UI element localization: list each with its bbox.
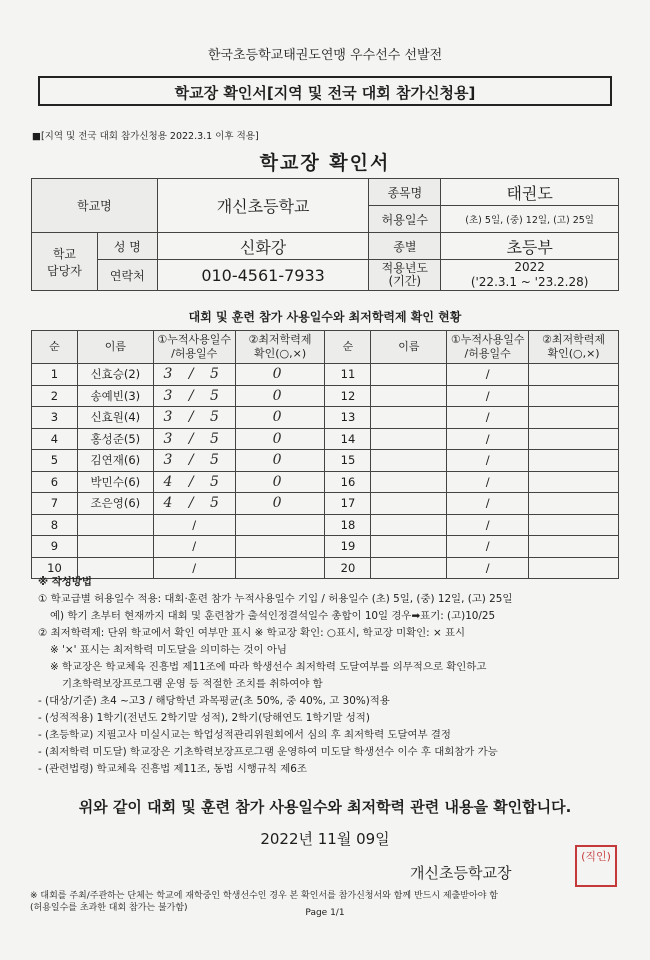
- row-name: 홍성준(5): [77, 428, 153, 450]
- table-row: [32, 514, 619, 536]
- row-days: /: [447, 557, 529, 579]
- row-days: /: [447, 536, 529, 558]
- row-check: [529, 364, 619, 386]
- row-check: 0: [235, 407, 325, 429]
- contact-value: 010-4561-7933: [157, 260, 369, 291]
- row-name: [77, 514, 153, 536]
- row-check: [529, 428, 619, 450]
- instructions: [38, 574, 628, 778]
- row-no: 14: [325, 428, 371, 450]
- table-row: [32, 407, 619, 429]
- table-row: [32, 493, 619, 515]
- row-name: 김연재(6): [77, 450, 153, 472]
- note-line: - (대상/기준) 초4 ~고3 / 해당학년 과목평균(초 50%, 중 40%, 고 30%)적용: [38, 695, 390, 707]
- col-no: 순: [32, 331, 78, 364]
- note-line: - (최저학력 미도달) 학교장은 기초학력보장프로그램 운영하여 미도달 학생선수 이수 후 대회참가 가능: [38, 746, 498, 758]
- name-value: 신화강: [157, 233, 369, 260]
- note-line: ※ 학교장은 학교체육 진흥법 제11조에 따라 학생선수 최저학력 도달여부를 의무적으로 확인하고: [50, 661, 487, 673]
- row-days: /: [153, 514, 235, 536]
- row-check: 0: [235, 493, 325, 515]
- row-check: [529, 385, 619, 407]
- row-no: 6: [32, 471, 78, 493]
- table-row: [32, 471, 619, 493]
- col-check: ②최저학력제 확인(○,×): [235, 331, 325, 364]
- table-row: [32, 364, 619, 386]
- row-no: 2: [32, 385, 78, 407]
- row-no: 13: [325, 407, 371, 429]
- confirmation-statement: 위와 같이 대회 및 훈련 참가 사용일수와 최저학력 관련 내용을 확인합니다.: [78, 798, 572, 816]
- row-days: /: [447, 493, 529, 515]
- note-line: ② 최저학력제: 단위 학교에서 확인 여부만 표시 ※ 학교장 확인: ○표시, 학교장 미확인: × 표시: [38, 627, 466, 639]
- row-name: 송예빈(3): [77, 385, 153, 407]
- note-line: - (초등학교) 지필고사 미실시교는 학업성적관리위원회에서 심의 후 최저학력 도달여부 결정: [38, 729, 451, 741]
- days-label: 허용일수: [369, 206, 441, 233]
- row-days: 3 / 5: [153, 385, 235, 407]
- row-no: 11: [325, 364, 371, 386]
- col-check-right: ②최저학력제 확인(○,×): [529, 331, 619, 364]
- row-check: [529, 493, 619, 515]
- row-no: 1: [32, 364, 78, 386]
- row-days: 4 / 5: [153, 493, 235, 515]
- row-days: /: [447, 471, 529, 493]
- note-line: - (관련법령) 학교체육 진흥법 제11조, 동법 시행규칙 제6조: [38, 763, 307, 775]
- row-name: [371, 536, 447, 558]
- row-days: /: [447, 364, 529, 386]
- row-no: 10: [32, 557, 78, 579]
- event-value: 태권도: [441, 179, 619, 206]
- row-name: [371, 385, 447, 407]
- note-line: ※ 작성방법: [38, 576, 92, 588]
- row-days: /: [153, 536, 235, 558]
- document-title: 학교장 확인서: [259, 152, 391, 174]
- table-row: [32, 450, 619, 472]
- name-label: 성 명: [97, 233, 157, 260]
- row-check: [235, 536, 325, 558]
- official-seal-icon: [575, 845, 617, 887]
- row-no: 3: [32, 407, 78, 429]
- staff-label: 학교 담당자: [32, 233, 98, 291]
- row-days: /: [447, 428, 529, 450]
- row-no: 8: [32, 514, 78, 536]
- row-name: [371, 514, 447, 536]
- row-name: 신효승(2): [77, 364, 153, 386]
- note-line: 기초학력보장프로그램 운영 등 적절한 조치를 취하여야 함: [62, 678, 323, 690]
- row-days: /: [447, 385, 529, 407]
- table-row: [32, 536, 619, 558]
- row-no: 12: [325, 385, 371, 407]
- days-value: (초) 5일, (중) 12일, (고) 25일: [441, 206, 619, 233]
- signer-school: 개신초등학교장: [410, 864, 512, 882]
- row-no: 18: [325, 514, 371, 536]
- school-value: 개신초등학교: [157, 179, 369, 233]
- period-value: ('22.3.1 ~ '23.2.28): [470, 275, 589, 289]
- row-check: [529, 514, 619, 536]
- row-name: [371, 471, 447, 493]
- status-table-title: 대회 및 훈련 참가 사용일수와 최저학력제 확인 현황: [188, 310, 462, 324]
- row-name: [371, 364, 447, 386]
- row-days: /: [447, 407, 529, 429]
- row-check: 0: [235, 385, 325, 407]
- page-number: Page 1/1: [305, 908, 345, 918]
- row-no: 16: [325, 471, 371, 493]
- row-no: 4: [32, 428, 78, 450]
- row-no: 9: [32, 536, 78, 558]
- form-title-box: 학교장 확인서[지역 및 전국 대회 참가신청용]: [38, 76, 612, 106]
- event-label: 종목명: [369, 179, 441, 206]
- col-days: ①누적사용일수 /허용일수: [153, 331, 235, 364]
- seal-label: (직인): [581, 850, 611, 863]
- issue-date: 2022년 11월 09일: [260, 830, 390, 848]
- row-days: 3 / 5: [153, 364, 235, 386]
- year-cell: [441, 260, 619, 291]
- note-line: 예) 학기 초부터 현재까지 대회 및 훈련참가 출석인정결석일수 총합이 10일 경우➡표기: (고)10/25: [50, 610, 496, 622]
- row-check: [529, 407, 619, 429]
- note-line: ※ '×' 표시는 최저학력 미도달을 의미하는 것이 아님: [50, 644, 287, 656]
- table-row: [32, 428, 619, 450]
- row-check: 0: [235, 450, 325, 472]
- row-days: /: [447, 514, 529, 536]
- signer-name: [410, 862, 511, 883]
- row-check: 0: [235, 364, 325, 386]
- row-name: [371, 493, 447, 515]
- row-days: /: [447, 450, 529, 472]
- participation-status-table: [31, 330, 619, 579]
- row-no: 19: [325, 536, 371, 558]
- row-days: /: [153, 557, 235, 579]
- table-row: [32, 385, 619, 407]
- row-name: 신효원(4): [77, 407, 153, 429]
- organization-name: 한국초등학교태권도연맹 우수선수 선발전: [207, 48, 443, 63]
- year-value: 2022: [514, 260, 545, 274]
- row-days: 3 / 5: [153, 450, 235, 472]
- row-name: [371, 407, 447, 429]
- col-no-right: 순: [325, 331, 371, 364]
- row-no: 20: [325, 557, 371, 579]
- row-check: [529, 536, 619, 558]
- note-line: - (성적적용) 1학기(전년도 2학기말 성적), 2학기(당해연도 1학기말 성적): [38, 712, 370, 724]
- row-check: [529, 450, 619, 472]
- row-check: [529, 471, 619, 493]
- applicability-note: ■[지역 및 전국 대회 참가신청용 2022.3.1 이후 적용]: [32, 131, 259, 142]
- school-label: 학교명: [32, 179, 158, 233]
- col-name-right: 이름: [371, 331, 447, 364]
- col-days-right: ①누적사용일수 /허용일수: [447, 331, 529, 364]
- row-no: 5: [32, 450, 78, 472]
- school-info-table: [31, 178, 619, 291]
- category-label: 종별: [369, 233, 441, 260]
- row-days: 3 / 5: [153, 407, 235, 429]
- year-label: 적용년도 (기간): [369, 260, 441, 291]
- row-no: 15: [325, 450, 371, 472]
- row-check: 0: [235, 471, 325, 493]
- row-name: [77, 536, 153, 558]
- contact-label: 연락처: [97, 260, 157, 291]
- row-no: 7: [32, 493, 78, 515]
- row-name: 조은영(6): [77, 493, 153, 515]
- footer-note: ※ 대회를 주최/주관하는 단체는 학교에 재학중인 학생선수인 경우 본 확인서를 참가신청서와 함께 반드시 제출받아야 함 (허용일수를 초과한 대회 참가는 불가함): [30, 891, 498, 913]
- row-name: [371, 428, 447, 450]
- row-no: 17: [325, 493, 371, 515]
- category-value: 초등부: [441, 233, 619, 260]
- row-check: [235, 514, 325, 536]
- row-name: [371, 450, 447, 472]
- row-check: 0: [235, 428, 325, 450]
- note-line: ① 학교급별 허용일수 적용: 대회·훈련 참가 누적사용일수 기입 / 허용일수 (초) 5일, (중) 12일, (고) 25일: [38, 593, 513, 605]
- col-name: 이름: [77, 331, 153, 364]
- row-days: 4 / 5: [153, 471, 235, 493]
- row-days: 3 / 5: [153, 428, 235, 450]
- row-name: 박민수(6): [77, 471, 153, 493]
